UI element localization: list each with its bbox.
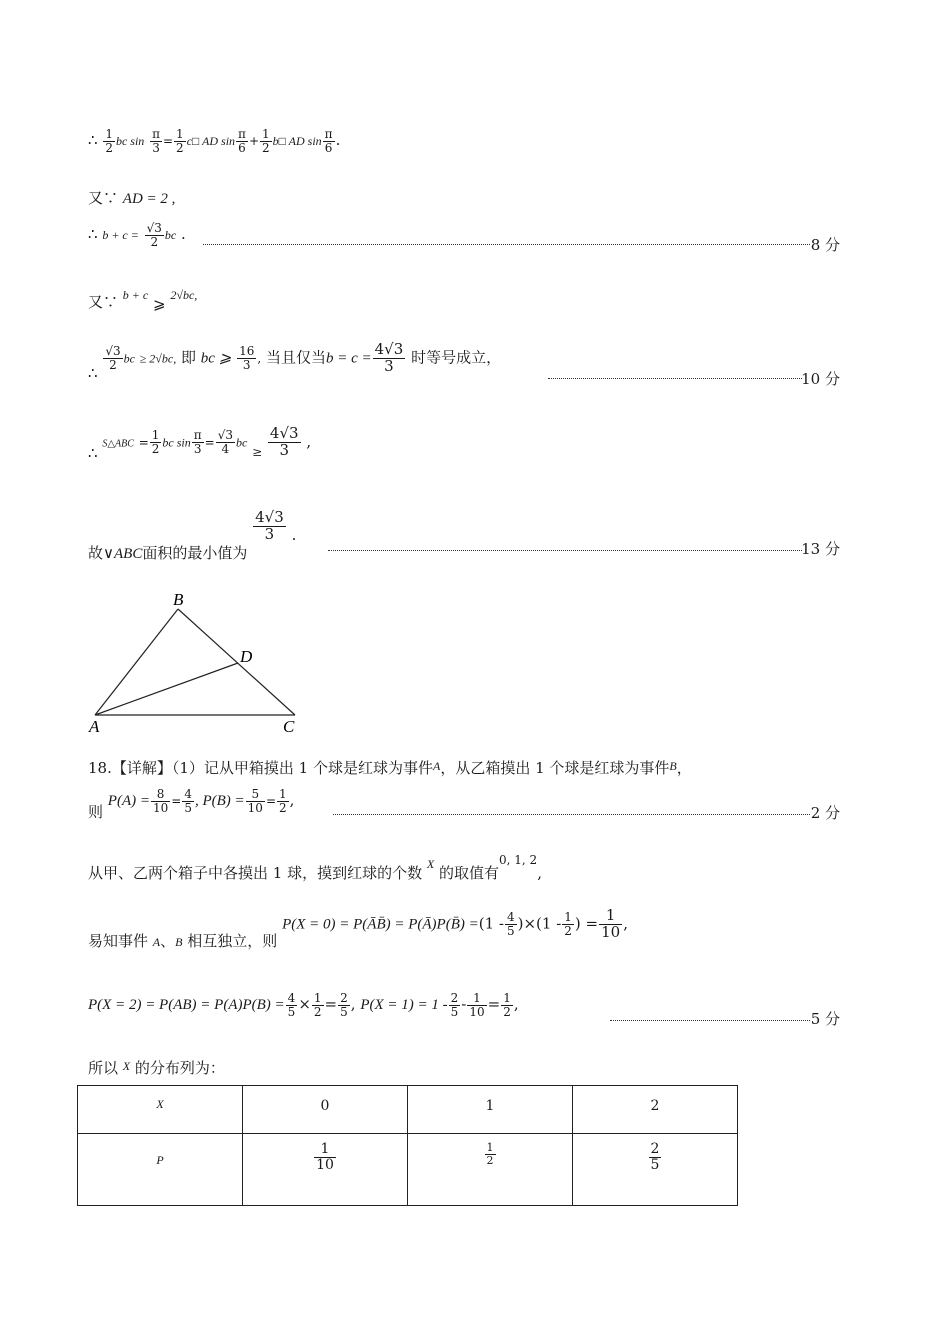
fraction: $\frac{\pi}{6}$: [238, 127, 246, 155]
comma: ,: [257, 351, 262, 366]
fraction: $\frac{1}{10}$: [469, 991, 485, 1019]
label: ，从乙箱摸出 1 个球是红球为事件: [440, 759, 670, 777]
math-term: AD = 2 ,: [122, 191, 176, 207]
table-cell: P: [78, 1134, 243, 1206]
fraction: $\frac{4√3}{3}$: [255, 508, 284, 543]
math-term: bc sin: [115, 134, 145, 149]
times: ×: [298, 995, 311, 1014]
fraction: $\frac{1}{2}$: [105, 127, 113, 155]
equals: =: [265, 794, 276, 809]
amgm-line: [88, 283, 198, 313]
table-cell: 2: [573, 1086, 738, 1134]
math-term: bc: [123, 351, 135, 366]
inequality-bc: [88, 342, 840, 390]
fraction: $\frac{\pi}{3}$: [193, 428, 202, 456]
fraction: $\frac{1}{10}$: [601, 906, 621, 941]
table-cell: [573, 1134, 738, 1206]
dot-leader: [548, 378, 802, 379]
equals: =: [204, 435, 215, 450]
period: .: [335, 131, 341, 150]
math-term: bc ⩾: [200, 350, 232, 367]
score-label: 10 分: [801, 370, 840, 388]
equals: =: [171, 794, 182, 809]
fraction: $\frac{2}{5}$: [340, 991, 348, 1019]
table-cell: 0: [243, 1086, 408, 1134]
value-set: 0, 1, 2: [499, 853, 538, 867]
fraction: $\frac{4√3}{3}$: [269, 424, 299, 459]
comma: ,: [289, 791, 295, 810]
label: 又∵: [88, 189, 119, 207]
fraction: $\frac{√3}{2}$: [105, 344, 121, 372]
label-d: D: [240, 647, 253, 666]
fraction: $\frac{16}{3}$: [239, 344, 255, 372]
table-row: [78, 1086, 738, 1134]
label: 的分布列为：: [134, 1059, 225, 1077]
math-term: bc: [235, 435, 248, 450]
fraction: $\frac{2}{5}$: [450, 991, 459, 1019]
fraction: $\frac{4}{5}$: [506, 910, 515, 938]
variable-x: X: [122, 1059, 131, 1073]
score-label: 8 分: [810, 236, 840, 254]
label: 又∵: [88, 293, 119, 311]
therefore-symbol: ∴: [88, 364, 98, 383]
fraction: $\frac{1}{2}$: [503, 991, 511, 1019]
score-label: 2 分: [810, 804, 840, 822]
prob-ab-line: [88, 788, 840, 834]
label: 18.【详解】（1）记从甲箱摸出 1 个球是红球为事件: [88, 759, 433, 777]
math-term: b = c =: [325, 350, 372, 367]
table-cell: 1: [408, 1086, 573, 1134]
fraction: $\frac{5}{10}$: [247, 787, 263, 815]
equals: =: [487, 995, 501, 1014]
fraction: $\frac{√3}{4}$: [217, 428, 233, 456]
fraction: $\frac{\pi}{3}$: [152, 127, 160, 155]
math-term: 2√bc,: [170, 288, 198, 302]
label: 则: [88, 803, 104, 822]
distribution-table: [77, 1085, 738, 1206]
math-term: b + c =: [102, 228, 139, 243]
equals: =: [324, 995, 338, 1014]
label-b: B: [173, 590, 184, 609]
fraction: $\frac{1}{2}$: [151, 428, 160, 456]
table-cell: X: [78, 1086, 243, 1134]
equals: =: [138, 435, 149, 450]
label: 当且仅当: [265, 348, 326, 367]
label: 所以: [88, 1059, 119, 1077]
plus: +: [248, 134, 259, 149]
fraction: $\frac{8}{10}$: [152, 787, 169, 815]
label: 时等号成立，: [411, 348, 502, 367]
math-term: P(X = 1) = 1 -: [360, 997, 448, 1014]
dot-leader: [203, 244, 810, 245]
label: 故∨ABC面积的最小值为: [88, 544, 248, 563]
fraction: $\frac{4}{5}$: [184, 787, 192, 815]
fraction: $\frac{\pi}{6}$: [324, 127, 333, 155]
math-term: bc sin: [162, 435, 191, 450]
table-cell: [243, 1134, 408, 1206]
therefore-symbol: ∴: [88, 131, 98, 150]
label-c: C: [283, 717, 295, 736]
dot-leader: [328, 550, 802, 551]
comma: ,: [623, 914, 628, 933]
therefore-symbol: ∴: [88, 444, 98, 463]
score-label: 13 分: [801, 540, 840, 558]
variable-x: X: [426, 857, 435, 871]
side-bc: [178, 609, 295, 715]
table-row: [78, 1134, 738, 1206]
distribution-intro: [88, 1057, 225, 1078]
equals: =: [162, 134, 174, 149]
event-b: B: [669, 759, 677, 773]
side-ab: [95, 609, 178, 715]
fraction: $\frac{1}{2}$: [486, 1141, 494, 1167]
math-term: P(A) =: [107, 793, 150, 810]
period: .: [181, 225, 186, 244]
period: .: [291, 526, 297, 545]
geq-symbol: ⩾: [153, 295, 166, 313]
therefore-symbol: ∴: [88, 225, 98, 244]
table-cell: [408, 1134, 573, 1206]
label-a: A: [89, 717, 100, 736]
comma: ，: [676, 759, 692, 777]
comma: ,: [537, 864, 542, 882]
label: 易知事件 A、B 相互独立，则: [88, 932, 278, 951]
math-term: ≥ 2√bc,: [139, 351, 177, 366]
dot-leader: [610, 1020, 810, 1021]
paren: (1 -: [478, 914, 504, 933]
comma: ,: [306, 432, 312, 451]
fraction: $\frac{4}{5}$: [287, 991, 296, 1019]
given-ad: [88, 187, 175, 208]
math-term: c□ AD sin: [186, 134, 236, 149]
fraction: $\frac{1}{2}$: [279, 787, 287, 815]
comma: ,: [513, 995, 519, 1014]
paren: )×(1 -: [517, 914, 562, 933]
equation-area-split: [88, 128, 340, 154]
equation-sum: [88, 222, 840, 264]
fraction: $\frac{√3}{2}$: [146, 221, 162, 249]
math-term: P(X = 0) = P(ĀB̄) = P(Ā)P(B̄) =: [282, 916, 479, 933]
fraction: $\frac{1}{2}$: [176, 127, 184, 155]
comma: ,: [350, 995, 356, 1014]
math-term: , P(B) =: [194, 793, 245, 810]
event-a: A: [432, 759, 441, 773]
math-term: b + c: [122, 288, 149, 302]
label: 从甲、乙两个箱子中各摸出 1 球，摸到红球的个数: [88, 864, 423, 882]
triangle-abc: ∨ABC: [103, 546, 143, 563]
score-label: 5 分: [810, 1010, 840, 1028]
q18-header: [88, 757, 692, 778]
area-equation: [88, 424, 312, 463]
label: 即: [181, 348, 197, 367]
segment-ad: [95, 663, 238, 715]
fraction: $\frac{1}{2}$: [313, 991, 322, 1019]
minus: -: [461, 995, 467, 1014]
fraction: $\frac{1}{2}$: [564, 910, 572, 938]
fraction: $\frac{4√3}{3}$: [374, 340, 404, 375]
fraction: $\frac{1}{10}$: [316, 1141, 334, 1173]
prob-x-line: [88, 992, 840, 1038]
x-values-line: [88, 848, 542, 882]
fraction: $\frac{1}{2}$: [262, 127, 270, 155]
paren: ) =: [574, 914, 599, 933]
area-symbol: S△ABC: [102, 438, 134, 450]
conclusion-line: [88, 510, 840, 562]
fraction: $\frac{2}{5}$: [650, 1141, 660, 1173]
independence-line: [88, 906, 628, 951]
geq-symbol: ≥: [252, 445, 263, 460]
label: 的取值有: [439, 864, 500, 882]
triangle-figure: [85, 590, 315, 740]
math-term: b□ AD sin: [272, 134, 322, 149]
math-term: P(X = 2) = P(AB) = P(A)P(B) =: [88, 997, 285, 1014]
math-term: bc: [164, 228, 177, 243]
dot-leader: [333, 814, 810, 815]
